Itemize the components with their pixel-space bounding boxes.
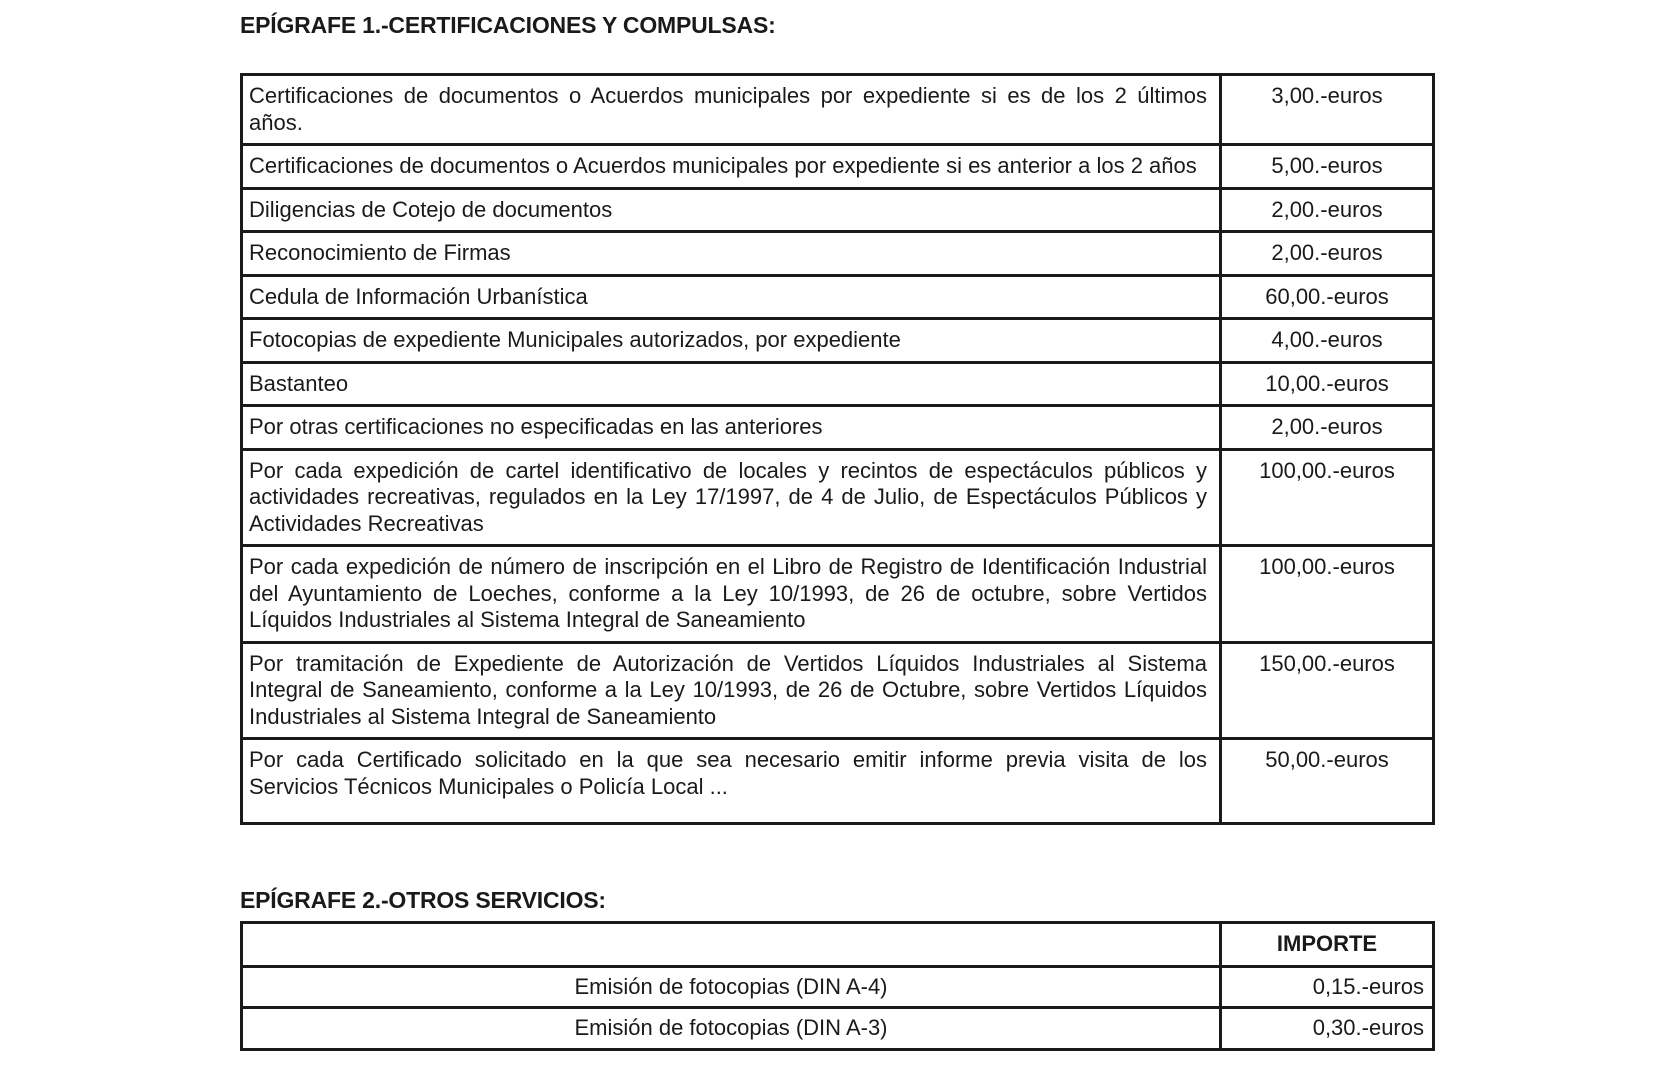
fee-amount: 100,00.-euros — [1221, 449, 1434, 546]
fee-amount: 2,00.-euros — [1221, 232, 1434, 276]
section-1-title: EPÍGRAFE 1.-CERTIFICACIONES Y COMPULSAS: — [240, 12, 776, 38]
fee-amount: 3,00.-euros — [1221, 75, 1434, 145]
fee-row — [242, 406, 1434, 450]
fee-concept: Por tramitación de Expediente de Autorización de Vertidos Líquidos Industriales al Sistema Integral de Saneamiento, conforme a la Ley 10/1993, de 26 de Octubre, sobre Vertidos Líquidos Industriales al Sistema Integral de Saneamiento — [242, 642, 1221, 739]
fee-row — [242, 362, 1434, 406]
fee-amount: 2,00.-euros — [1221, 188, 1434, 232]
fee-concept: Por cada Certificado solicitado en la que sea necesario emitir informe previa visita de los Servicios Técnicos Municipales o Policía Local ... — [242, 739, 1221, 824]
fee-amount: 60,00.-euros — [1221, 275, 1434, 319]
fee-concept: Por cada expedición de número de inscripción en el Libro de Registro de Identificación Industrial del Ayuntamiento de Loeches, conforme a la Ley 10/1993, de 26 de octubre, sobre Vertidos Líquidos Industriales al Sistema Integral de Saneamiento — [242, 546, 1221, 643]
fee-row — [242, 145, 1434, 189]
fee-row — [242, 75, 1434, 145]
fee-row — [242, 275, 1434, 319]
fee-amount: 150,00.-euros — [1221, 642, 1434, 739]
fee-concept: Por cada expedición de cartel identificativo de locales y recintos de espectáculos públicos y actividades recreativas, regulados en la Ley 17/1997, de 4 de Julio, de Espectáculos Públicos y Actividades Recreativas — [242, 449, 1221, 546]
fee-row — [242, 739, 1434, 824]
section-2-title: EPÍGRAFE 2.-OTROS SERVICIOS: — [240, 887, 606, 913]
fee-row — [242, 642, 1434, 739]
header-spacer — [242, 923, 1221, 967]
fee-amount: 5,00.-euros — [1221, 145, 1434, 189]
fee-concept: Bastanteo — [242, 362, 1221, 406]
fee-row — [242, 449, 1434, 546]
fee-concept: Diligencias de Cotejo de documentos — [242, 188, 1221, 232]
fee-row — [242, 188, 1434, 232]
fee-concept: Cedula de Información Urbanística — [242, 275, 1221, 319]
fee-amount: 2,00.-euros — [1221, 406, 1434, 450]
fee-row — [242, 546, 1434, 643]
fee-concept: Emisión de fotocopias (DIN A-3) — [242, 1008, 1221, 1050]
fee-concept: Certificaciones de documentos o Acuerdos municipales por expediente si es anterior a los 2 años — [242, 145, 1221, 189]
other-services-fee-table — [240, 921, 1435, 1051]
fee-amount: 100,00.-euros — [1221, 546, 1434, 643]
fee-row — [242, 966, 1434, 1008]
fee-concept: Fotocopias de expediente Municipales autorizados, por expediente — [242, 319, 1221, 363]
fee-amount: 0,30.-euros — [1221, 1008, 1434, 1050]
fee-row — [242, 319, 1434, 363]
fee-row — [242, 1008, 1434, 1050]
amount-header-row — [242, 923, 1434, 967]
certifications-fee-table — [240, 73, 1435, 825]
document-page — [240, 0, 1432, 1051]
fee-concept: Reconocimiento de Firmas — [242, 232, 1221, 276]
fee-amount: 4,00.-euros — [1221, 319, 1434, 363]
fee-row — [242, 232, 1434, 276]
fee-amount: 10,00.-euros — [1221, 362, 1434, 406]
fee-amount: 0,15.-euros — [1221, 966, 1434, 1008]
amount-column-header: IMPORTE — [1221, 923, 1434, 967]
fee-amount: 50,00.-euros — [1221, 739, 1434, 824]
fee-concept: Por otras certificaciones no especificadas en las anteriores — [242, 406, 1221, 450]
fee-concept: Certificaciones de documentos o Acuerdos municipales por expediente si es de los 2 últimos años. — [242, 75, 1221, 145]
fee-concept: Emisión de fotocopias (DIN A-4) — [242, 966, 1221, 1008]
